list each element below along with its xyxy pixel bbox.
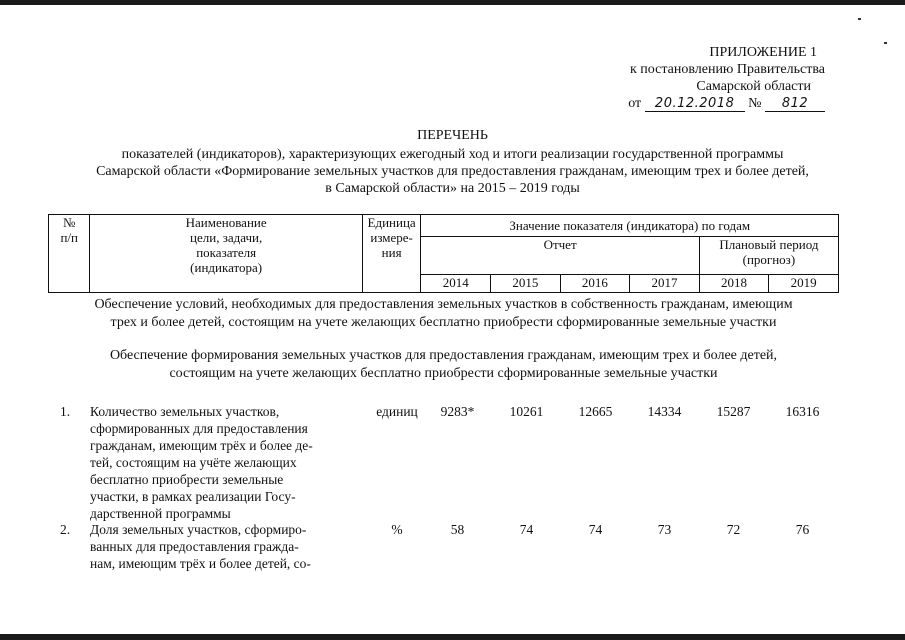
header-name-label: цели, задачи,	[190, 230, 263, 245]
header-year: 2014	[421, 275, 491, 293]
scan-border-bottom	[0, 634, 905, 640]
header-year: 2015	[491, 275, 561, 293]
subtitle-line: в Самарской области» на 2015 – 2019 годы	[325, 181, 580, 196]
annex-line: к постановлению Правительства	[629, 62, 825, 77]
indicator-line: участки, в рамках реализации Госу-	[90, 489, 296, 504]
header-unit-label: измере-	[370, 230, 413, 245]
header-planned-label: (прогноз)	[742, 252, 796, 267]
document-subtitle	[0, 146, 905, 197]
annex-block	[565, 44, 825, 112]
header-year: 2016	[560, 275, 630, 293]
row-indicator-name	[90, 403, 348, 522]
subtitle-line: Самарской области «Формирование земельных участков для предоставления гражданам, имеющим трех и более детей,	[96, 164, 809, 179]
header-planned	[699, 237, 838, 275]
indicator-line: нам, имеющим трёх и более детей, со-	[90, 556, 311, 571]
goal-heading	[48, 296, 839, 332]
goal-line: Обеспечение условий, необходимых для предоставления земельных участков в собственность гражданам, имеющим	[94, 297, 793, 312]
row-number: 1.	[60, 404, 71, 419]
header-name-label: (индикатора)	[190, 260, 263, 275]
row-value-2018: 15287	[716, 404, 751, 419]
header-name-cell	[90, 215, 362, 293]
scan-speck	[884, 42, 887, 44]
date-prefix: от	[628, 96, 642, 111]
header-unit-cell	[362, 215, 421, 293]
document-heading: ПЕРЕЧЕНЬ	[417, 128, 488, 143]
annex-date-line	[565, 95, 825, 112]
indicator-line: сформированных для предоставления	[90, 421, 308, 436]
header-year: 2018	[699, 275, 769, 293]
header-num-label: п/п	[60, 230, 78, 245]
row-value-2019: 16316	[785, 404, 820, 419]
row-value-2019: 76	[795, 522, 810, 537]
header-unit-label: ния	[381, 245, 402, 260]
header-planned-label: Плановый период	[719, 237, 819, 252]
row-value-2014: 58	[450, 522, 465, 537]
task-line: состоящим на учете желающих бесплатно приобрести сформированные земельные участки	[169, 366, 718, 381]
header-name-label: показателя	[196, 245, 257, 260]
indicator-line: гражданам, имеющим трёх и более де-	[90, 438, 313, 453]
header-num-label: №	[63, 215, 76, 230]
scan-speck	[858, 18, 861, 20]
handwritten-date: 20.12.2018	[645, 97, 745, 112]
row-indicator-name	[90, 521, 348, 572]
task-line: Обеспечение формирования земельных участков для предоставления гражданам, имеющим трех и более детей,	[109, 348, 778, 363]
annex-line: Самарской области	[696, 79, 811, 94]
annex-title: ПРИЛОЖЕНИЕ 1	[709, 45, 817, 60]
header-name-label: Наименование	[185, 215, 267, 230]
row-value-2016: 74	[588, 522, 603, 537]
header-unit-label: Единица	[367, 215, 416, 230]
task-heading	[48, 347, 839, 383]
row-value-2017: 14334	[647, 404, 682, 419]
goal-line: трех и более детей, состоящим на учете желающих бесплатно приобрести сформированные земельные участки	[110, 315, 777, 330]
number-prefix: №	[748, 96, 762, 111]
row-value-2014: 9283*	[440, 404, 475, 419]
scan-border-top	[0, 0, 905, 5]
row-value-2017: 73	[657, 522, 672, 537]
row-value-2015: 74	[519, 522, 534, 537]
row-value-2018: 72	[726, 522, 741, 537]
row-unit: %	[391, 522, 403, 537]
indicator-line: ванных для предоставления гражда-	[90, 539, 299, 554]
header-report: Отчет	[421, 237, 699, 275]
row-unit: единиц	[376, 404, 418, 419]
indicator-table-header	[48, 214, 839, 293]
header-year: 2017	[630, 275, 700, 293]
indicator-line: дарственной программы	[90, 506, 231, 521]
header-year: 2019	[769, 275, 839, 293]
subtitle-line: показателей (индикаторов), характеризующих ежегодный ход и итоги реализации государственной программы	[121, 147, 784, 162]
header-values-group: Значение показателя (индикатора) по годам	[421, 215, 839, 237]
row-value-2016: 12665	[578, 404, 613, 419]
indicator-line: Доля земельных участков, сформиро-	[90, 522, 307, 537]
handwritten-number: 812	[765, 97, 825, 112]
row-value-2015: 10261	[509, 404, 544, 419]
row-number: 2.	[60, 522, 71, 537]
indicator-line: тей, состоящим на учёте желающих	[90, 455, 297, 470]
indicator-line: бесплатно приобрести земельные	[90, 472, 284, 487]
header-num-cell	[49, 215, 90, 293]
indicator-line: Количество земельных участков,	[90, 404, 280, 419]
